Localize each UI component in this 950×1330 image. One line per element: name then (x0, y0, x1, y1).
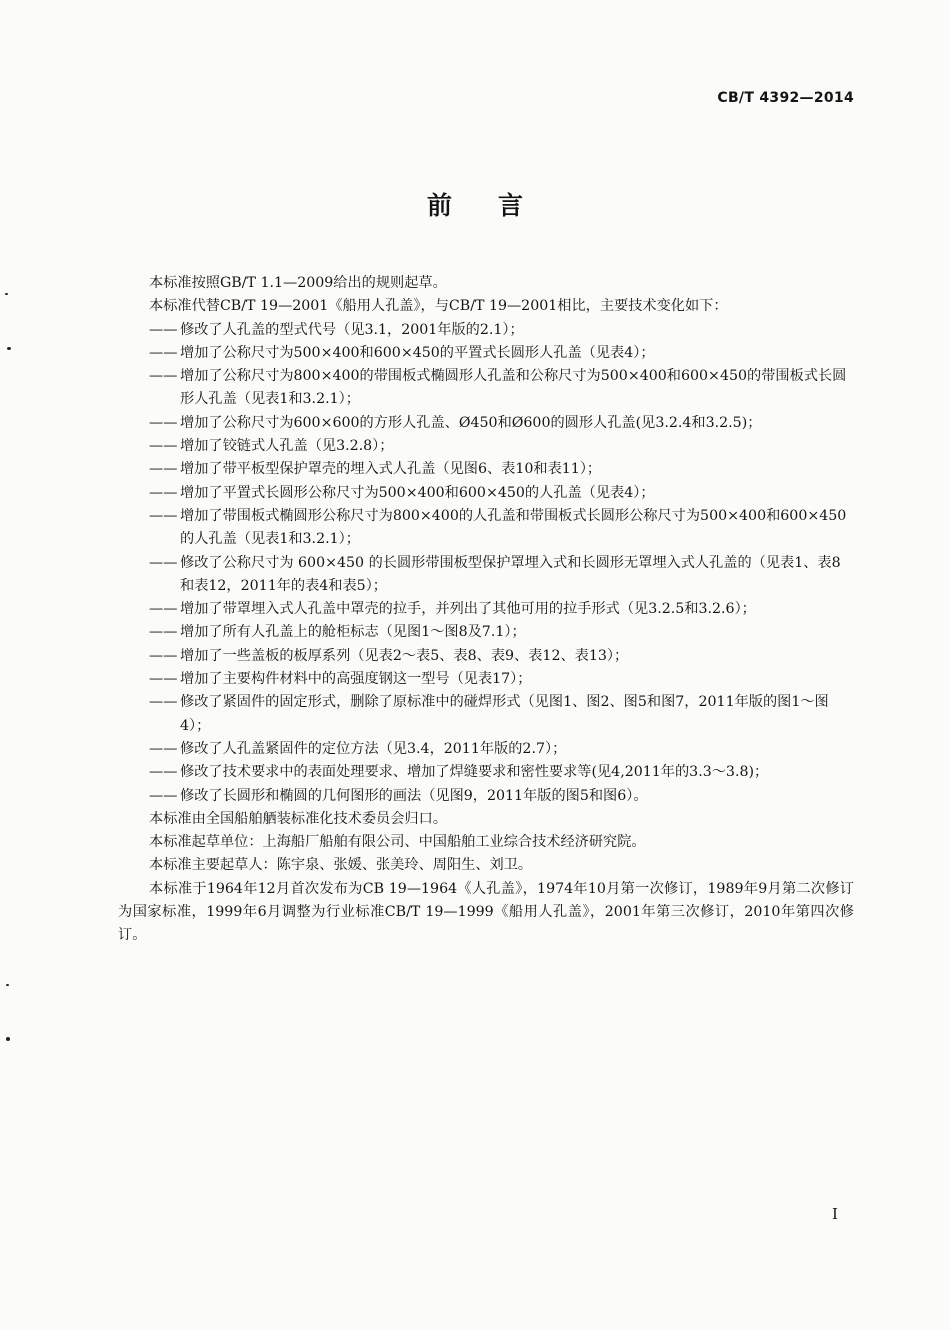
change-text: 修改了技术要求中的表面处理要求、增加了焊缝要求和密性要求等(见4,2011年的3.3～3.8)； (180, 764, 769, 781)
scan-speck (6, 1037, 10, 1041)
standard-code: CB/T 4392—2014 (717, 90, 854, 106)
change-text: 修改了人孔盖紧固件的定位方法（见3.4，2011年版的2.7）； (180, 740, 567, 757)
dash-marker: —— (149, 554, 178, 571)
change-text: 增加了公称尺寸为500×400和600×450的平置式长圆形人孔盖（见表4）； (180, 344, 655, 361)
change-item (118, 738, 854, 761)
title-char-1: 前 (426, 191, 452, 220)
change-item (118, 552, 854, 599)
change-item (118, 505, 854, 552)
change-item (118, 598, 854, 621)
intro-paragraph: 本标准代替CB/T 19—2001《船用人孔盖》，与CB/T 19—2001相比，主要技术变化如下： (149, 298, 728, 315)
page-number: I (832, 1205, 838, 1223)
page-title (0, 186, 950, 222)
dash-marker: —— (149, 601, 178, 618)
title-char-2: 言 (498, 191, 524, 220)
change-item (118, 365, 854, 412)
change-text: 增加了公称尺寸为600×600的方形人孔盖、Ø450和Ø600的圆形人孔盖(见3.2.4和3.2.5)； (180, 414, 762, 431)
dash-marker: —— (149, 344, 178, 361)
change-item (118, 785, 854, 808)
dash-marker: —— (149, 321, 178, 338)
scan-speck (7, 347, 11, 350)
change-text: 修改了人孔盖的型式代号（见3.1，2001年版的2.1）； (180, 321, 524, 338)
closing-paragraph: 本标准主要起草人：陈宇泉、张媛、张美玲、周阳生、刘卫。 (149, 857, 533, 874)
dash-marker: —— (149, 764, 178, 781)
closing-paragraph: 本标准于1964年12月首次发布为CB 19—1964《人孔盖》，1974年10月第一次修订，1989年9月第二次修订为国家标准，1999年6月调整为行业标准CB/T 19—1999《船用人孔盖》，2001年第三次修订，2010年第四次修订。 (118, 880, 854, 944)
change-item (118, 342, 854, 365)
change-item (118, 645, 854, 668)
dash-marker: —— (149, 414, 178, 431)
dash-marker: —— (149, 787, 178, 804)
closing-paragraph: 本标准由全国船舶舾装标准化技术委员会归口。 (149, 810, 447, 827)
change-item (118, 435, 854, 458)
change-item (118, 691, 854, 738)
dash-marker: —— (149, 507, 178, 524)
dash-marker: —— (149, 624, 178, 641)
dash-marker: —— (149, 671, 178, 688)
change-item (118, 319, 854, 342)
change-item (118, 458, 854, 481)
dash-marker: —— (149, 461, 178, 478)
change-text: 增加了所有人孔盖上的舱柜标志（见图1～图8及7.1）； (180, 624, 526, 641)
scan-speck (6, 984, 9, 986)
dash-marker: —— (149, 438, 178, 455)
dash-marker: —— (149, 694, 178, 711)
change-text: 增加了铰链式人孔盖（见3.2.8）； (180, 438, 394, 455)
dash-marker: —— (149, 368, 178, 385)
change-text: 修改了紧固件的固定形式，删除了原标准中的碰焊形式（见图1、图2、图5和图7，2011年版的图1～图4）； (180, 694, 829, 734)
change-text: 增加了平置式长圆形公称尺寸为500×400和600×450的人孔盖（见表4）； (180, 484, 655, 501)
document-body (118, 272, 854, 948)
scan-speck (5, 293, 8, 295)
change-item (118, 412, 854, 435)
change-text: 修改了公称尺寸为 600×450 的长圆形带围板型保护罩埋入式和长圆形无罩埋入式人孔盖的（见表1、表8和表12，2011年的表4和表5）； (180, 554, 841, 594)
change-text: 增加了一些盖板的板厚系列（见表2～表5、表8、表9、表12、表13）； (180, 647, 629, 664)
change-text: 增加了带围板式椭圆形公称尺寸为800×400的人孔盖和带围板式长圆形公称尺寸为500×400和600×450的人孔盖（见表1和3.2.1）； (180, 507, 847, 548)
intro-paragraph: 本标准按照GB/T 1.1—2009给出的规则起草。 (149, 275, 447, 291)
dash-marker: —— (149, 647, 178, 664)
closing-paragraph: 本标准起草单位：上海船厂船舶有限公司、中国船舶工业综合技术经济研究院。 (149, 834, 646, 851)
change-item (118, 482, 854, 505)
change-text: 增加了公称尺寸为800×400的带围板式椭圆形人孔盖和公称尺寸为500×400和600×450的带围板式长圆形人孔盖（见表1和3.2.1）； (180, 368, 847, 408)
change-item (118, 668, 854, 691)
change-text: 增加了带罩埋入式人孔盖中罩壳的拉手，并列出了其他可用的拉手形式（见3.2.5和3.2.6）； (180, 601, 756, 618)
change-text: 增加了主要构件材料中的高强度钢这一型号（见表17）； (180, 671, 532, 688)
change-text: 修改了长圆形和椭圆的几何图形的画法（见图9，2011年版的图5和图6）。 (180, 787, 648, 804)
change-item (118, 621, 854, 644)
change-item (118, 761, 854, 784)
dash-marker: —— (149, 740, 178, 757)
change-text: 增加了带平板型保护罩壳的埋入式人孔盖（见图6、表10和表11）； (180, 461, 602, 478)
dash-marker: —— (149, 484, 178, 501)
